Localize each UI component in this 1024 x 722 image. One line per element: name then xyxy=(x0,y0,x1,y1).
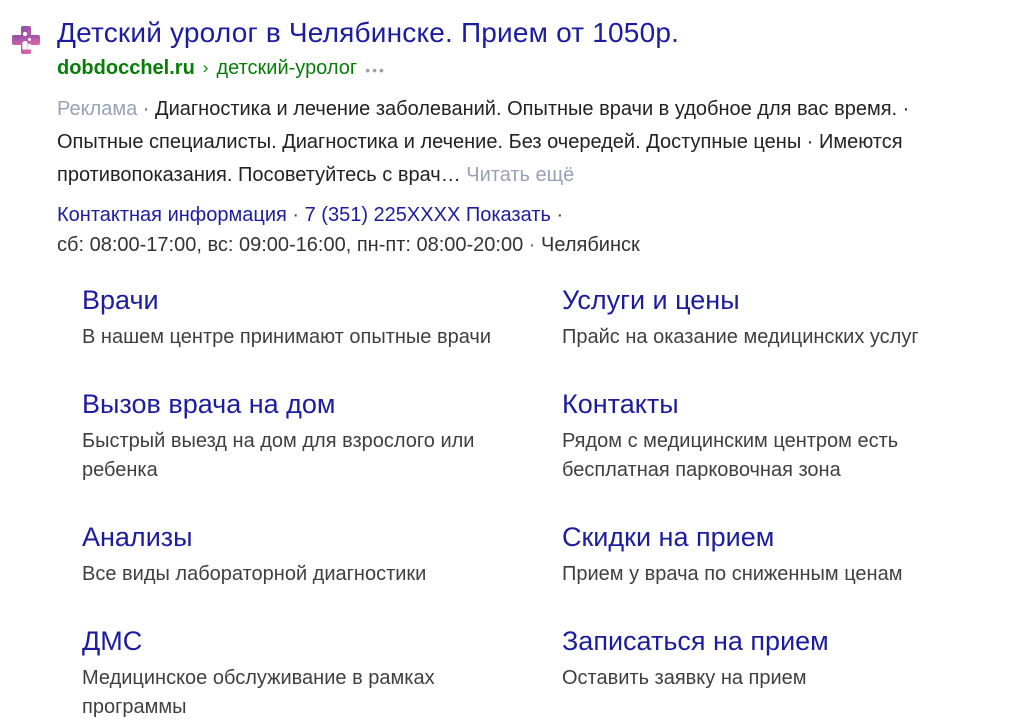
sitelink-analizy xyxy=(82,521,562,589)
city-label: Челябинск xyxy=(541,234,640,256)
sitelink-description: В нашем центре принимают опытные врачи xyxy=(82,326,492,348)
read-more-link[interactable]: Читать ещё xyxy=(466,164,575,186)
contact-trailing-separator: · xyxy=(556,204,564,226)
working-hours: сб: 08:00-17:00, вс: 09:00-16:00, пн-пт: 08:00-20:00 xyxy=(57,234,524,256)
title-block xyxy=(57,16,679,83)
breadcrumb-path-link[interactable]: детский-уролог xyxy=(216,57,358,79)
show-phone-button[interactable]: Показать xyxy=(465,204,551,226)
hours-separator: · xyxy=(528,234,536,256)
url-breadcrumb xyxy=(57,53,679,83)
snippet-text: Диагностика и лечение заболеваний. Опытные врачи в удобное для вас время. · Опытные специалисты. Диагностика и лечение. Без очередей. Доступные цены · Имеются противопоказания. Посоветуйтесь с врач… xyxy=(57,98,910,186)
sitelink-skidki xyxy=(562,521,1024,589)
working-hours-line xyxy=(57,230,988,260)
sitelink-title-link[interactable]: Скидки на прием xyxy=(562,522,775,552)
sitelink-vyzov-vracha xyxy=(82,388,562,485)
sitelink-vrachi xyxy=(82,284,562,352)
sitelink-description: Все виды лабораторной диагностики xyxy=(82,563,427,585)
sitelink-description: Оставить заявку на прием xyxy=(562,667,807,689)
breadcrumb-separator: › xyxy=(202,58,209,77)
sitelink-description: Прием у врача по сниженным ценам xyxy=(562,563,903,585)
sitelink-title-link[interactable]: ДМС xyxy=(82,626,143,656)
contact-info-line xyxy=(57,200,988,230)
medical-cross-icon xyxy=(10,24,42,56)
sitelink-description: Рядом с медицинским центром есть бесплатная парковочная зона xyxy=(562,430,899,481)
sitelink-uslugi-i-ceny xyxy=(562,284,1024,352)
sitelinks-grid xyxy=(82,284,988,722)
sitelink-title-link[interactable]: Врачи xyxy=(82,285,159,315)
ad-snippet xyxy=(57,93,957,192)
sitelink-zapisatsya xyxy=(562,625,1024,722)
sitelink-dms xyxy=(82,625,562,722)
ad-label: Реклама xyxy=(57,98,138,120)
result-header xyxy=(10,16,988,83)
sitelink-title-link[interactable]: Записаться на прием xyxy=(562,626,829,656)
phone-number: 7 (351) 225XXXX xyxy=(304,204,461,226)
contact-separator: · xyxy=(292,204,300,226)
contact-info-link[interactable]: Контактная информация xyxy=(57,204,287,226)
sitelink-kontakty xyxy=(562,388,1024,485)
sitelink-description: Быстрый выезд на дом для взрослого или ребенка xyxy=(82,430,475,481)
snippet-separator: · xyxy=(142,98,150,120)
result-title-link[interactable]: Детский уролог в Челябинске. Прием от 1050р. xyxy=(57,17,680,48)
sitelink-title-link[interactable]: Анализы xyxy=(82,522,193,552)
result-domain-link[interactable]: dobdocchel.ru xyxy=(57,57,195,79)
sitelink-description: Медицинское обслуживание в рамках программы xyxy=(82,667,435,718)
sitelink-title-link[interactable]: Вызов врача на дом xyxy=(82,389,336,419)
sitelink-title-link[interactable]: Контакты xyxy=(562,389,679,419)
sitelink-description: Прайс на оказание медицинских услуг xyxy=(562,326,919,348)
more-menu-icon[interactable]: ••• xyxy=(365,62,386,78)
sitelink-title-link[interactable]: Услуги и цены xyxy=(562,285,740,315)
